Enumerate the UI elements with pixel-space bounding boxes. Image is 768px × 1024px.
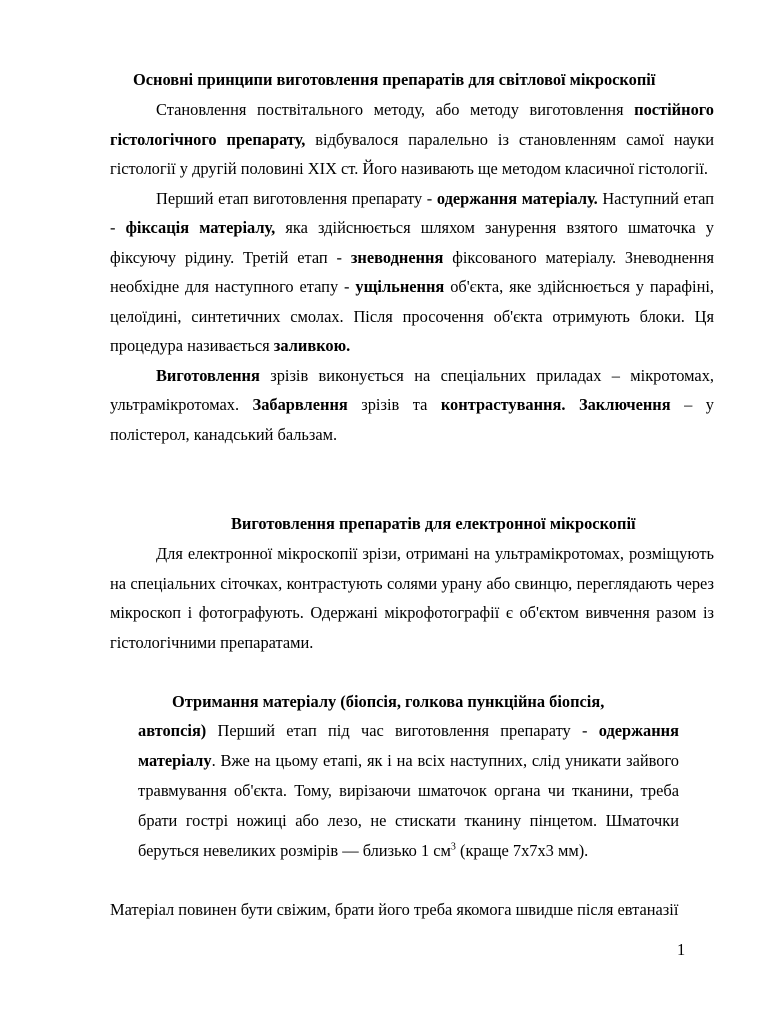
section-body-obtaining-material	[138, 716, 679, 866]
bold-term: одержання матеріалу	[138, 721, 679, 770]
bold-term: постійного гістологічного препарату,	[110, 100, 714, 149]
text-run: зрізів та	[347, 395, 441, 414]
bold-term: Забарвлення	[252, 395, 348, 414]
superscript: 3	[450, 841, 456, 853]
text-run	[565, 395, 578, 414]
text-run: . Вже на цьому етапі, як і на всіх наступних, слід уникати зайвого травмування об'єкта. Тому, вирізаючи шматочок органа чи тканини, треба брати гострі ножиці або лезо, не стискати тканину пінцетом. Шматочки беруться невеликих розмірів — близько 1 см	[138, 751, 679, 860]
bold-term: контрастування.	[440, 395, 566, 414]
bold-term: зневоднення	[350, 247, 444, 267]
text-run: об'єкта, яке здійснюється у парафіні, целоїдині, синтетичних смолах. Після просочення об'єкта отримують блоки. Ця процедура називається	[110, 277, 714, 355]
text-run: (краще 7х7х3 мм).	[455, 841, 589, 860]
paragraph-fresh-material: Матеріал повинен бути свіжим, брати його треба якомога швидше після евтаназії	[110, 900, 679, 919]
section-body-electron-microscopy	[110, 539, 714, 657]
text-run: Перший етап виготовлення препарату -	[156, 188, 437, 208]
text-run: відбувалося паралельно із становленням самої науки гістології у другій половині XIX ст. Його називають ще методом класичної гістології.	[110, 129, 715, 178]
section-body-light-microscopy	[110, 95, 714, 449]
section-title-light-microscopy: Основні принципи виготовлення препаратів для світлової мікроскопії	[133, 70, 656, 89]
text-run: Наступний етап -	[110, 188, 714, 237]
text-run: – у полістерол, канадський бальзам.	[110, 395, 714, 444]
text-run: зрізів виконується на спеціальних приладах – мікротомах, ультрамікротомах.	[110, 365, 714, 414]
text-run: фіксованого матеріалу. Зневоднення необхідне для наступного етапу -	[110, 247, 715, 296]
paragraph-obtaining-material	[138, 716, 679, 866]
bold-term: Виготовлення	[156, 365, 260, 385]
text-run: Становлення поствітального методу, або методу виготовлення	[156, 100, 635, 119]
bold-term: Заключення	[578, 395, 671, 414]
section-title-obtaining-material: Отримання матеріалу (біопсія, голкова пункційна біопсія,	[172, 692, 605, 711]
bold-term: ущільнення	[355, 277, 445, 296]
bold-term: одержання матеріалу.	[436, 188, 598, 208]
text-run: Перший етап під час виготовлення препарату -	[206, 721, 599, 740]
paragraph-electron-microscopy: Для електронної мікроскопії зрізи, отримані на ультрамікротомах, розміщують на спеціальних сіточках, контрастують солями урану або свинцю, переглядають через мікроскоп і фотографують. Одержані мікрофотографії є об'єктом вивчення разом із гістологічними препаратами.	[110, 544, 714, 652]
bold-term: заливкою.	[273, 336, 351, 355]
bold-term: автопсія)	[138, 721, 207, 740]
paragraph-method-history	[110, 95, 714, 184]
section-title-electron-microscopy: Виготовлення препаратів для електронної мікроскопії	[231, 514, 636, 533]
bold-term: фіксація матеріалу,	[125, 218, 276, 237]
page-number: 1	[677, 940, 686, 959]
text-run: яка здійснюється шляхом занурення взятого шматочка у фіксуючу рідину. Третій етап -	[110, 218, 714, 267]
paragraph-preparation-stages	[110, 184, 714, 361]
paragraph-sectioning	[110, 361, 714, 450]
